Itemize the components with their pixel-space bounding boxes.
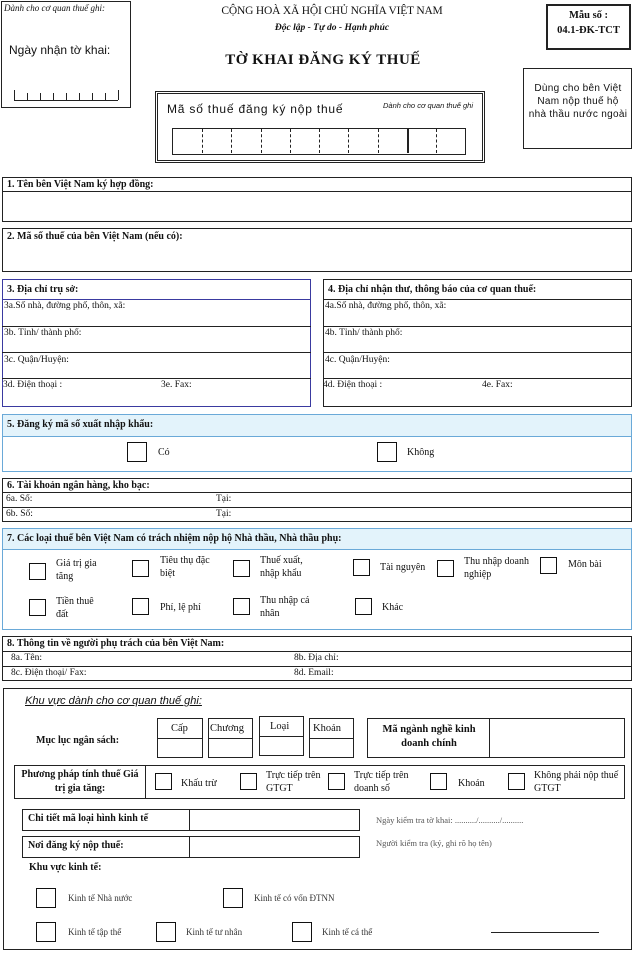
section-7-title: 7. Các loại thuế bên Việt Nam có trách nhiệm nộp hộ Nhà thầu, Nhà thầu phụ: — [7, 533, 342, 544]
tax-code-label: Mã số thuế đăng ký nộp thuế — [167, 102, 344, 116]
tax-import-export-checkbox[interactable] — [233, 560, 250, 577]
sector-fdi-label: Kinh tế có vốn ĐTNN — [254, 893, 335, 903]
tax-fees-checkbox[interactable] — [132, 598, 149, 615]
section-5-title: 5. Đăng ký mã số xuất nhập khẩu: — [7, 419, 154, 430]
tax-license-checkbox[interactable] — [540, 557, 557, 574]
sector-state-checkbox[interactable] — [36, 888, 56, 908]
vat-direct-gtgt-label: Trực tiếp trên GTGT — [266, 770, 321, 794]
contact-8c-label: 8c. Điện thoại/ Fax: — [11, 668, 87, 678]
addr-4d-label: 4d. Điện thoại : — [323, 380, 383, 390]
sector-label: Khu vực kinh tế: — [29, 862, 102, 873]
tax-other-checkbox[interactable] — [355, 598, 372, 615]
tax-special-consumption-checkbox[interactable] — [132, 560, 149, 577]
vat-method-label: Phương pháp tính thuế Giá trị gia tăng: — [21, 769, 139, 794]
vat-direct-revenue-checkbox[interactable] — [328, 773, 345, 790]
budget-chuong-label: Chương — [210, 723, 244, 734]
sector-individual-checkbox[interactable] — [292, 922, 312, 942]
tax-land-rent-checkbox[interactable] — [29, 599, 46, 616]
national-title: CỘNG HOÀ XÃ HỘI CHỦ NGHĨA VIỆT NAM — [221, 5, 443, 17]
vat-lump-sum-checkbox[interactable] — [430, 773, 447, 790]
sector-individual-label: Kinh tế cá thể — [322, 927, 373, 937]
sector-fdi-checkbox[interactable] — [223, 888, 243, 908]
addr-3a-label: 3a.Số nhà, đường phố, thôn, xã: — [4, 301, 126, 311]
motto: Độc lập - Tự do - Hạnh phúc — [274, 23, 390, 33]
section-4-title: 4. Địa chỉ nhận thư, thông báo của cơ quan thuế: — [328, 284, 537, 295]
tax-vat-checkbox[interactable] — [29, 563, 46, 580]
form-title: TỜ KHAI ĐĂNG KÝ THUẾ — [225, 52, 421, 68]
addr-3c-label: 3c. Quận/Huyện: — [4, 355, 69, 365]
tax-code-note: Dành cho cơ quan thuế ghi — [383, 101, 474, 110]
signature-line — [491, 932, 599, 933]
sector-state-label: Kinh tế Nhà nước — [68, 893, 133, 903]
account-6a-at-label: Tại: — [216, 494, 232, 504]
side-note: Dùng cho bên Việt Nam nộp thuế hộ nhà thầu nước ngoài — [528, 83, 628, 120]
tax-special-consumption-label: Tiêu thụ đặc biệt — [160, 555, 210, 579]
addr-4b-label: 4b. Tỉnh/ thành phố: — [325, 328, 403, 338]
contact-8a-label: 8a. Tên: — [11, 653, 42, 663]
receipt-date-field[interactable] — [14, 80, 118, 101]
tax-personal-income-label: Thu nhập cá nhân — [260, 595, 310, 619]
account-6b-label: 6b. Số: — [6, 509, 33, 519]
budget-khoan-label: Khoản — [313, 723, 341, 734]
checker-label: Người kiểm tra (ký, ghi rõ họ tên) — [376, 838, 492, 848]
vat-direct-gtgt-checkbox[interactable] — [240, 773, 257, 790]
sector-collective-label: Kinh tế tập thể — [68, 927, 122, 937]
budget-cap-label: Cấp — [171, 723, 188, 734]
office-area-title: Khu vực dành cho cơ quan thuế ghi: — [25, 695, 202, 707]
sector-private-checkbox[interactable] — [156, 922, 176, 942]
sector-collective-checkbox[interactable] — [36, 922, 56, 942]
form-code-label: Mẫu số : — [568, 10, 609, 21]
vn-tax-code-field[interactable] — [4, 246, 630, 270]
vat-lump-sum-label: Khoán — [458, 778, 485, 789]
export-code-no-label: Không — [407, 447, 435, 458]
vat-direct-revenue-label: Trực tiếp trên doanh số — [354, 770, 409, 794]
addr-3b-label: 3b. Tỉnh/ thành phố: — [4, 328, 82, 338]
tax-license-label: Môn bài — [568, 559, 602, 570]
business-type-label: Chi tiết mã loại hình kinh tế — [28, 813, 149, 824]
addr-3e-label: 3e. Fax: — [161, 380, 192, 390]
form-code: 04.1-ĐK-TCT — [557, 25, 620, 36]
check-date-label: Ngày kiểm tra tờ khai: ........../........../.......... — [376, 815, 524, 825]
budget-loai-label: Loại — [270, 721, 290, 732]
tax-vat-label: Giá trị gia tăng — [56, 558, 97, 582]
contact-8d-label: 8d. Email: — [294, 668, 334, 678]
receipt-date-label: Ngày nhận tờ khai: — [9, 43, 111, 57]
addr-3d-label: 3d. Điện thoại : — [3, 380, 63, 390]
tax-other-label: Khác — [382, 602, 404, 613]
tax-personal-income-checkbox[interactable] — [233, 598, 250, 615]
addr-4c-label: 4c. Quận/Huyện: — [325, 355, 390, 365]
tax-code-input[interactable] — [172, 128, 466, 155]
addr-4a-label: 4a.Số nhà, đường phố, thôn, xã: — [325, 301, 447, 311]
tax-corporate-income-label: Thu nhập doanh nghiệp — [464, 556, 529, 580]
export-code-no-checkbox[interactable] — [377, 442, 397, 462]
section-2-title: 2. Mã số thuế của bên Việt Nam (nếu có): — [7, 231, 183, 242]
section-8-title: 8. Thông tin về người phụ trách của bên Việt Nam: — [7, 638, 225, 649]
contract-party-name-field[interactable] — [4, 193, 630, 220]
tax-resources-checkbox[interactable] — [353, 559, 370, 576]
budget-label: Mục lục ngân sách: — [36, 735, 120, 746]
tax-corporate-income-checkbox[interactable] — [437, 560, 454, 577]
section-3-title: 3. Địa chỉ trụ sở: — [7, 284, 79, 295]
place-label: Nơi đăng ký nộp thuế: — [28, 840, 124, 851]
sector-private-label: Kinh tế tư nhân — [186, 927, 243, 937]
vat-deduction-checkbox[interactable] — [155, 773, 172, 790]
tax-fees-label: Phí, lệ phí — [160, 602, 201, 613]
export-code-yes-checkbox[interactable] — [127, 442, 147, 462]
section-1-title: 1. Tên bên Việt Nam ký hợp đồng: — [7, 179, 154, 190]
tax-land-rent-label: Tiền thuê đất — [56, 596, 94, 620]
addr-4e-label: 4e. Fax: — [482, 380, 513, 390]
account-6a-label: 6a. Số: — [6, 494, 33, 504]
export-code-yes-label: Có — [158, 447, 170, 458]
contact-8b-label: 8b. Địa chỉ: — [294, 653, 339, 663]
industry-label: Mã ngành nghề kinh doanh chính — [382, 724, 476, 749]
tax-resources-label: Tài nguyên — [380, 562, 426, 573]
vat-exempt-checkbox[interactable] — [508, 773, 525, 790]
account-6b-at-label: Tại: — [216, 509, 232, 519]
vat-exempt-label: Không phải nộp thuế GTGT — [534, 770, 619, 794]
section-6-title: 6. Tài khoản ngân hàng, kho bạc: — [7, 480, 150, 491]
receipt-box-note: Dành cho cơ quan thuế ghi: — [4, 3, 106, 13]
tax-import-export-label: Thuế xuất, nhập khẩu — [260, 555, 303, 579]
vat-deduction-label: Khấu trừ — [181, 778, 217, 789]
